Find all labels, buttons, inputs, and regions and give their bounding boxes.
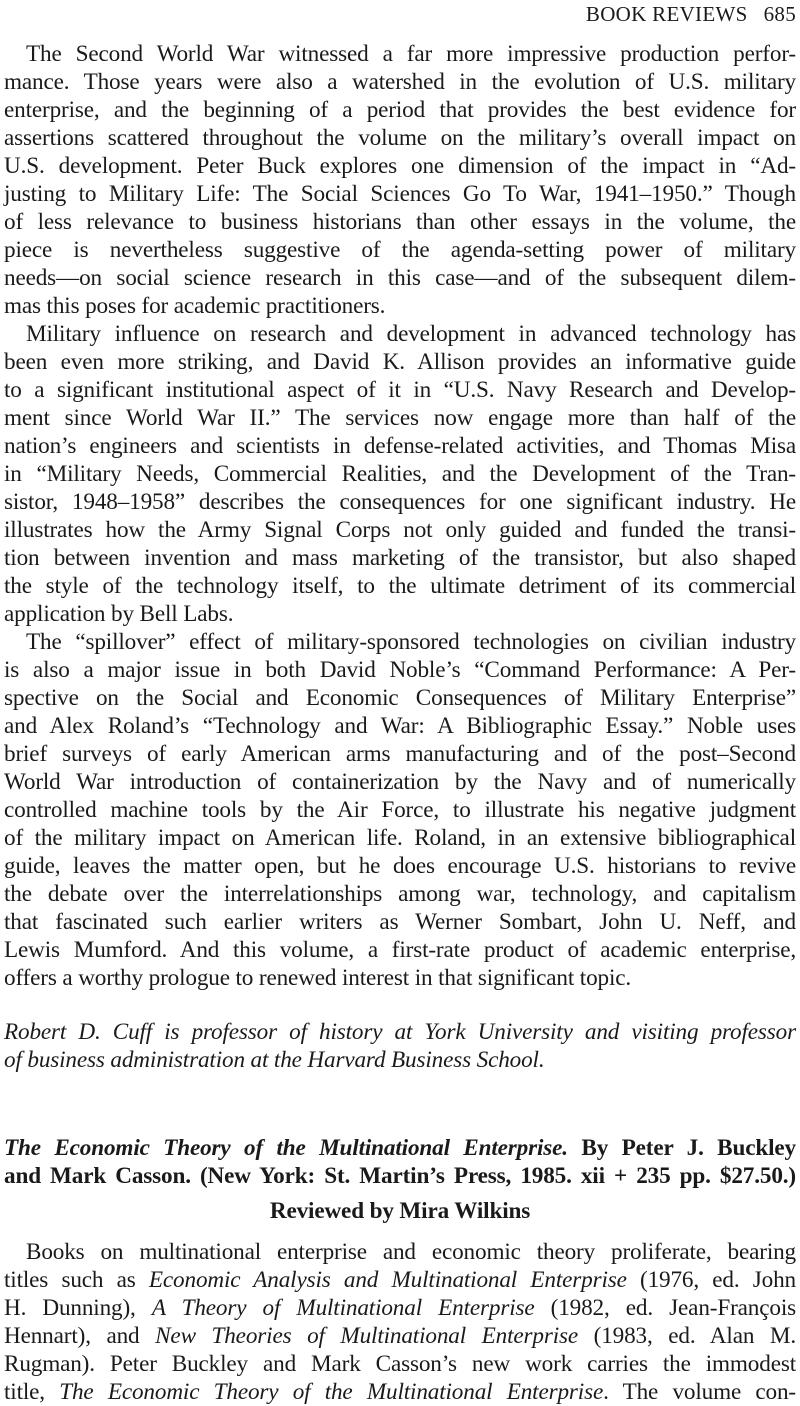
cited-title: Economic Analysis and Multinational Enterprise (148, 1267, 627, 1293)
text-run: . The volume con- (603, 1379, 796, 1405)
text-line (4, 1294, 796, 1322)
bio-line: of business administration at the Harvard Business School. (4, 1047, 545, 1073)
text-line: justing to Military Life: The Social Sciences Go To War, 1941–1950.” Though (4, 181, 796, 207)
book-citation-line-2: and Mark Casson. (New York: St. Martin’s Press, 1985. xii + 235 pp. $27.50.) (4, 1163, 796, 1189)
reviewer-line: Reviewed by Mira Wilkins (269, 1198, 531, 1224)
text-line: U.S. development. Peter Buck explores one dimension of the impact in “Ad- (4, 153, 796, 179)
text-line: of the military impact on American life. Roland, in an extensive bibliographical (4, 825, 796, 851)
text-line: offers a worthy prologue to renewed interest in that significant topic. (4, 965, 632, 991)
text-line: Military influence on research and development in advanced technology has (26, 321, 796, 347)
text-line: and Alex Roland’s “Technology and War: A Bibliographic Essay.” Noble uses (4, 713, 796, 739)
text-line: enterprise, and the beginning of a period that provides the best evidence for (4, 97, 796, 123)
text-line: ment since World War II.” The services now engage more than half of the (4, 405, 796, 431)
text-run: title, (4, 1379, 60, 1405)
text-run: (1976, ed. John (626, 1267, 796, 1293)
text-line: needs—on social science research in this case—and of the subsequent dilem- (4, 265, 796, 291)
text-line: to a significant institutional aspect of it in “U.S. Navy Research and Develop- (4, 377, 796, 403)
text-line (4, 1378, 796, 1406)
book-title: The Economic Theory of the Multinational Enterprise. (4, 1135, 568, 1161)
text-line: tion between invention and mass marketing of the transistor, but also shaped (4, 545, 796, 571)
text-line: guide, leaves the matter open, but he does encourage U.S. historians to revive (4, 853, 796, 879)
bio-line: Robert D. Cuff is professor of history at York University and visiting professor (4, 1019, 796, 1045)
book-authors: By Peter J. Buckley (567, 1135, 796, 1161)
text-line: the style of the technology itself, to the ultimate detriment of its commercial (4, 573, 796, 599)
cited-title: The Economic Theory of the Multinational Enterprise (59, 1379, 604, 1405)
text-run: H. Dunning), (4, 1295, 152, 1321)
text-line: brief surveys of early American arms manufacturing and of the post–Second (4, 741, 796, 767)
text-run: titles such as (4, 1267, 149, 1293)
text-line: is also a major issue in both David Noble’s “Command Performance: A Per- (4, 657, 796, 683)
page-number: 685 (763, 2, 796, 26)
text-line: piece is nevertheless suggestive of the agenda-setting power of military (4, 237, 796, 263)
text-run: Hennart), and (4, 1323, 156, 1349)
text-line: controlled machine tools by the Air Force, to illustrate his negative judgment (4, 797, 796, 823)
text-line: illustrates how the Army Signal Corps not only guided and funded the transi- (4, 517, 796, 543)
text-run: (1982, ed. Jean-François (534, 1295, 796, 1321)
text-run: Rugman). Peter Buckley and Mark Casson’s new work carries the immodest (4, 1351, 796, 1377)
text-line: sistor, 1948–1958” describes the consequences for one significant industry. He (4, 489, 796, 515)
text-line: the debate over the interrelationships among war, technology, and capitalism (4, 881, 796, 907)
text-line: mas this poses for academic practitioners. (4, 293, 386, 319)
book-citation-line-1 (4, 1134, 796, 1162)
cited-title: New Theories of Multinational Enterprise (155, 1323, 579, 1349)
text-run: (1983, ed. Alan M. (578, 1323, 797, 1349)
text-line: The Second World War witnessed a far more impressive production perfor- (26, 41, 796, 67)
text-line: spective on the Social and Economic Consequences of Military Enterprise” (4, 685, 796, 711)
text-line: been even more striking, and David K. Allison provides an informative guide (4, 349, 796, 375)
text-run: Books on multinational enterprise and economic theory proliferate, bearing (26, 1239, 796, 1265)
text-line: Lewis Mumford. And this volume, a first-rate product of academic enterprise, (4, 937, 796, 963)
text-line: application by Bell Labs. (4, 601, 234, 627)
text-line: mance. Those years were also a watershed in the evolution of U.S. military (4, 69, 796, 95)
text-line: World War introduction of containerization by the Navy and of numerically (4, 769, 796, 795)
section-title: BOOK REVIEWS (585, 2, 748, 26)
text-line (4, 1266, 796, 1294)
text-line: that fascinated such earlier writers as Werner Sombart, John U. Neff, and (4, 909, 796, 935)
running-head (586, 2, 796, 27)
text-line: The “spillover” effect of military-sponsored technologies on civilian industry (26, 629, 796, 655)
text-line: of less relevance to business historians than other essays in the volume, the (4, 209, 796, 235)
text-line: nation’s engineers and scientists in defense-related activities, and Thomas Misa (4, 433, 796, 459)
text-line (4, 1322, 796, 1350)
cited-title: A Theory of Multinational Enterprise (151, 1295, 535, 1321)
text-line: in “Military Needs, Commercial Realities, and the Development of the Tran- (4, 461, 796, 487)
text-line (4, 1350, 796, 1378)
text-line: assertions scattered throughout the volume on the military’s overall impact on (4, 125, 796, 151)
text-line (26, 1238, 796, 1266)
